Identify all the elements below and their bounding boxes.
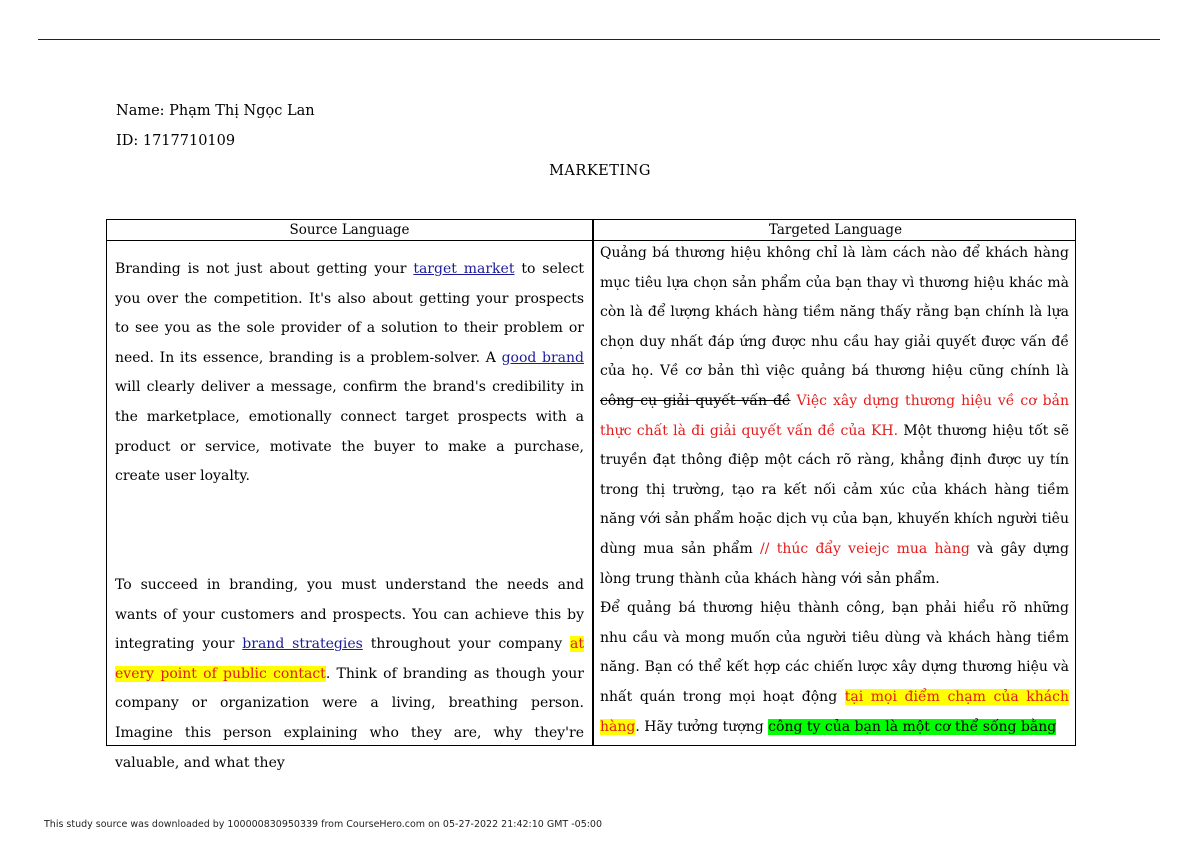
target-market-link[interactable]: target market <box>413 261 515 277</box>
highlighted-phrase: at every point of public contact <box>115 636 584 682</box>
good-brand-link[interactable]: good brand <box>501 349 584 366</box>
text: . Think of branding as though your company or organization were a living, breathing person. Imagine this person explaining who they are, why they're valuable, and what they <box>115 665 584 771</box>
text: Để quảng bá thương hiệu thành công, bạn phải hiểu rõ những nhu cầu và mong muốn của người tiêu dùng và khách hàng tiềm năng. Bạn có thể kết hợp các chiến lược xây dựng thương hiệu và nhất quán trong mọi hoạt động <box>600 600 1069 705</box>
text: . Hãy tưởng tượng <box>635 718 769 735</box>
target-paragraph-2 <box>600 594 1069 742</box>
targeted-language-header: Targeted Language <box>768 222 903 238</box>
target-column-text <box>600 239 1069 742</box>
reviewer-comment: // thúc đẩy veiejc mua hàng <box>760 540 970 557</box>
source-paragraph-1 <box>115 255 584 492</box>
document-title: MARKETING <box>549 163 651 179</box>
text: Một thương hiệu tốt sẽ truyền đạt thông điệp một cách rõ ràng, khẳng định được uy tín trong thị trường, tạo ra kết nối cảm xúc của khách hàng tiềm năng với sản phẩm hoặc dịch vụ của bạn, khuyến khích người tiêu dùng mua sản phẩm <box>600 422 1070 557</box>
page-top-rule <box>38 39 1160 40</box>
text: To succeed in branding, you must understand the needs and wants of your customers and prospects. You can achieve this by integrating your <box>115 577 584 653</box>
struck-through-text: công cụ giải quyết vấn đề <box>600 392 791 409</box>
reviewer-comment: Việc xây dựng thương hiệu về cơ bản thực chất là đi giải quyết vấn đề của KH. <box>600 392 1069 439</box>
text: throughout your company <box>362 636 570 653</box>
highlighted-phrase: tại mọi điểm chạm của khách hàng <box>600 688 1069 735</box>
text: Branding is not just about getting your <box>115 261 414 277</box>
text: to select you over the competition. It's also about getting your prospects to see you as the sole provider of a solution to their problem or need. In its essence, branding is a problem-solver. A <box>115 261 585 366</box>
translation-table <box>106 219 1076 771</box>
column-divider <box>592 220 594 745</box>
source-paragraph-2 <box>115 571 584 778</box>
target-paragraph-1 <box>600 239 1069 594</box>
text: và gây dựng lòng trung thành của khách hàng với sản phẩm. <box>600 540 1070 587</box>
student-id: ID: 1717710109 <box>116 133 236 149</box>
student-name: Name: Phạm Thị Ngọc Lan <box>116 103 315 119</box>
text: Quảng bá thương hiệu không chỉ là làm cách nào để khách hàng mục tiêu lựa chọn sản phẩm của bạn thay vì thương hiệu khác mà còn là để lượng khách hàng tiềm năng thấy rằng bạn chính là lựa chọn duy nhất đáp ứng được nhu cầu hay giải quyết được vấn đề của họ. Về cơ bản thì việc quảng bá thương hiệu cũng chính là <box>600 245 1069 380</box>
brand-strategies-link[interactable]: brand strategies <box>242 636 363 653</box>
source-language-header: Source Language <box>289 222 410 238</box>
highlighted-phrase-green: công ty của bạn là một cơ thể sống bằng <box>768 718 1057 735</box>
download-footer-note: This study source was downloaded by 100000830950339 from CourseHero.com on 05-27-2022 21:42:10 GMT -05:00 <box>44 819 603 830</box>
text: will clearly deliver a message, confirm the brand's credibility in the marketplace, emotionally connect target prospects with a product or service, motivate the buyer to make a purchase, create user loyalty. <box>115 379 584 485</box>
